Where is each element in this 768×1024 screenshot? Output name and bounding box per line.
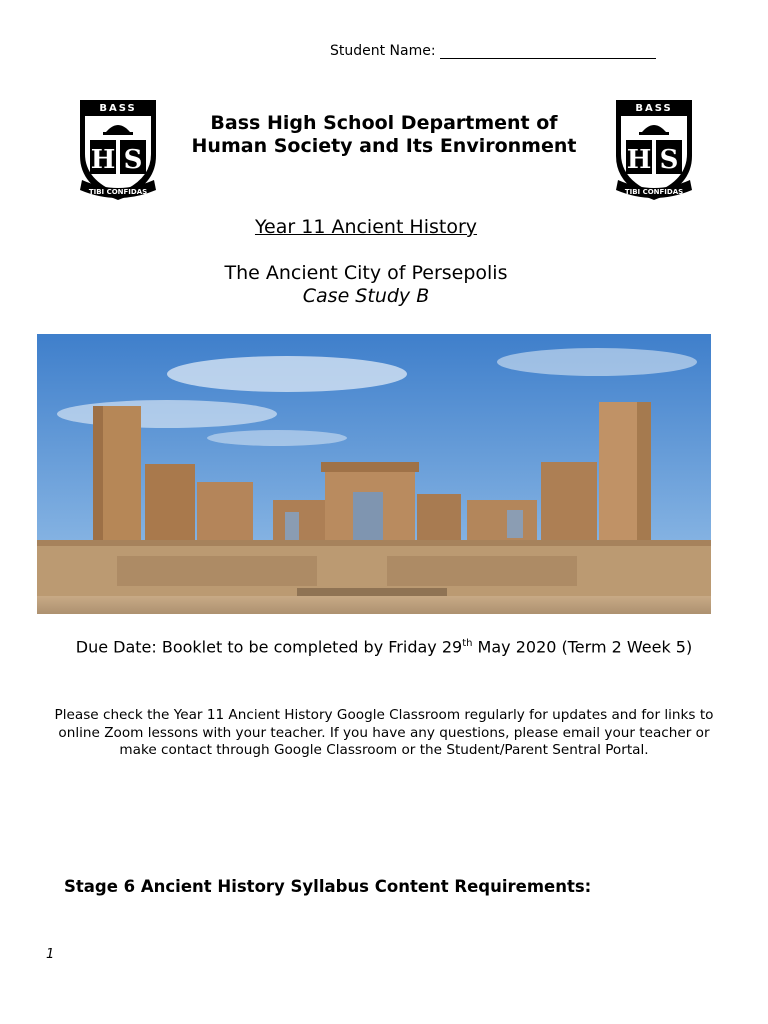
topic-heading <box>0 262 732 308</box>
svg-text:H: H <box>626 145 652 175</box>
crest-motto: TIBI CONFIDAS <box>624 188 684 196</box>
due-date-prefix: Due Date: Booklet to be completed by Friday 29 <box>75 637 463 657</box>
syllabus-heading: Stage 6 Ancient History Syllabus Content Requirements: <box>64 877 592 896</box>
school-department-title <box>160 112 608 158</box>
school-crest-left <box>76 96 160 204</box>
svg-text:H: H <box>90 145 116 175</box>
school-title-line1: Bass High School Department of <box>210 112 558 134</box>
course-title: Year 11 Ancient History <box>254 216 478 238</box>
crest-top-text: BASS <box>99 103 137 114</box>
due-date-suffix: May 2020 (Term 2 Week 5) <box>472 637 693 657</box>
svg-text:S: S <box>123 145 143 175</box>
persepolis-photo <box>37 334 711 614</box>
student-name-line <box>440 44 656 59</box>
student-name-field <box>330 43 656 59</box>
school-title-line2: Human Society and Its Environment <box>191 135 577 157</box>
topic-subtitle: Case Study B <box>302 285 430 307</box>
classroom-notice: Please check the Year 11 Ancient History Google Classroom regularly for updates and for links to online Zoom lessons with your teacher. If you have any questions, please email your teacher or make contact through Google Classroom or the Student/Parent Sentral Portal. <box>54 707 714 758</box>
crest-motto: TIBI CONFIDAS <box>88 188 148 196</box>
crest-top-text: BASS <box>635 103 673 114</box>
svg-text:S: S <box>659 145 679 175</box>
page-number: 1 <box>46 947 55 962</box>
student-name-label: Student Name: <box>330 43 436 59</box>
due-date-ordinal: th <box>462 638 473 649</box>
due-date <box>52 633 716 657</box>
school-crest-right <box>612 96 696 204</box>
topic-title: The Ancient City of Persepolis <box>224 262 508 284</box>
